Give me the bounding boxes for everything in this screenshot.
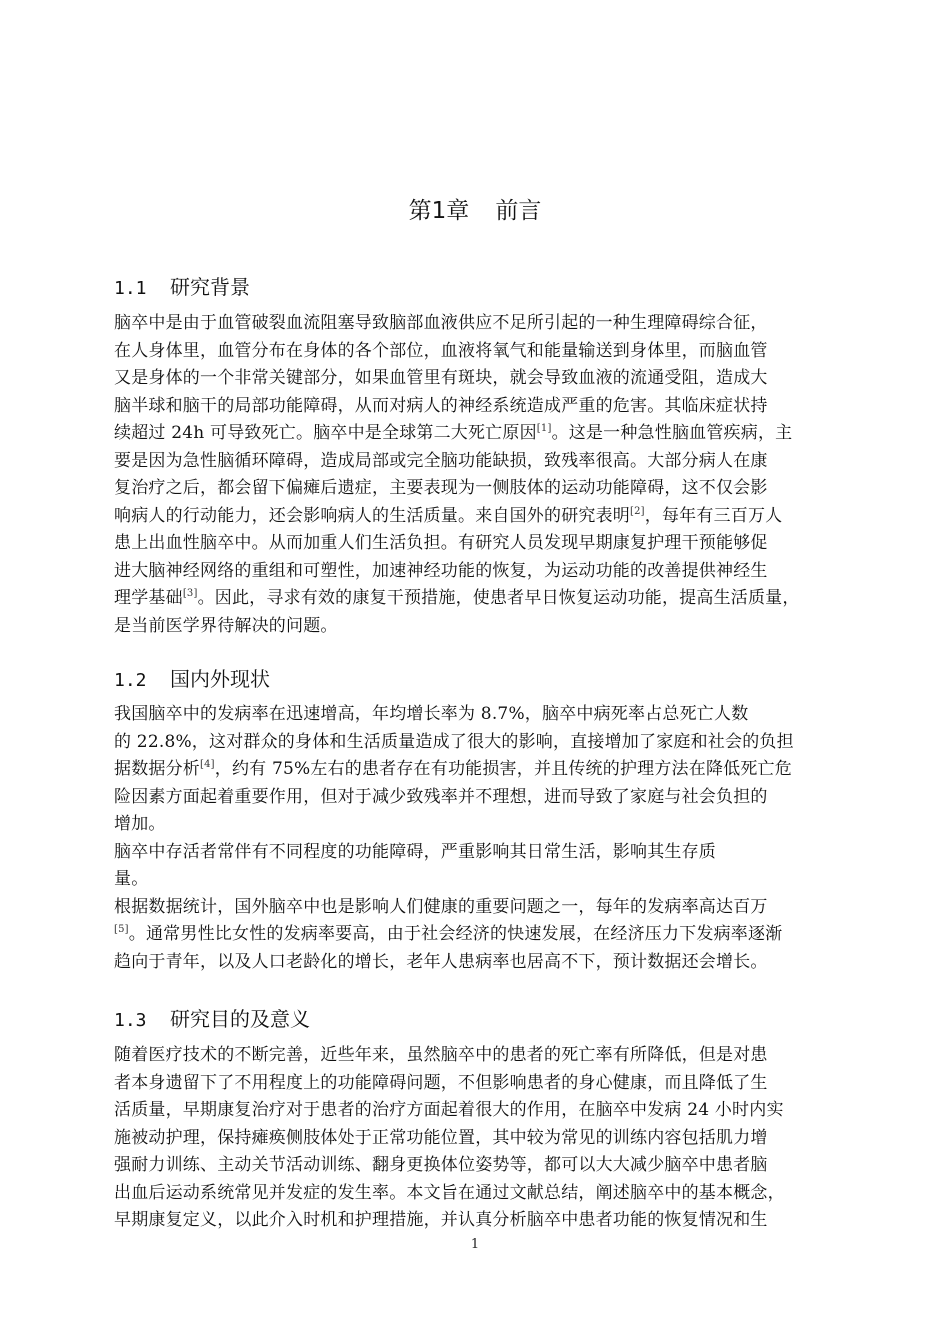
section-title: 研究目的及意义 <box>170 1007 310 1031</box>
section-number: 1.1 <box>114 278 147 299</box>
text-line <box>114 894 876 922</box>
line-text: 患上出血性脑卒中。从而加重人们生活负担。有研究人员发现早期康复护理干预能够促 <box>114 533 768 553</box>
line-text: 。这是一种急性脑血管疾病，主 <box>551 423 793 443</box>
citation-ref: [1] <box>536 423 552 434</box>
line-text: 施被动护理，保持瘫痪侧肢体处于正常功能位置，其中较为常见的训练内容包括肌力增 <box>114 1127 768 1148</box>
citation-ref: [2] <box>630 505 645 517</box>
line-text: 随着医疗技术的不断完善，近些年来，虽然脑卒中的患者的死亡率有所降低，但是对患 <box>114 1045 768 1065</box>
section-number: 1.3 <box>114 1010 147 1031</box>
line-text: 脑卒中存活者常伴有不同程度的功能障碍，严重影响其日常生活，影响其生存质 <box>114 841 716 862</box>
chapter-title <box>0 196 950 226</box>
text-line <box>114 393 876 421</box>
text-line <box>114 949 876 977</box>
line-text: 我国脑卒中的发病率在迅速增高，年均增长率为 8.7%，脑卒中病死率占总死亡人数 <box>114 704 749 724</box>
line-text: 理学基础 <box>114 588 183 608</box>
text-line <box>114 866 876 894</box>
line-text: 险因素方面起着重要作用，但对于减少致残率并不理想，进而导致了家庭与社会负担的 <box>114 786 768 807</box>
line-text: 据数据分析 <box>114 759 200 779</box>
text-line <box>114 1125 876 1153</box>
text-line <box>114 585 876 613</box>
text-line <box>114 613 876 641</box>
citation-ref: [4] <box>200 759 215 770</box>
line-text: 又是身体的一个非常关键部分，如果血管里有斑块，就会导致血液的流通受阻，造成大 <box>114 368 768 388</box>
text-line <box>114 338 876 366</box>
text-line <box>114 1042 876 1070</box>
line-text: 强耐力训练、主动关节活动训练、翻身更换体位姿势等，都可以大大减少脑卒中患者脑 <box>114 1155 768 1175</box>
line-text: 趋向于青年，以及人口老龄化的增长，老年人患病率也居高不下，预计数据还会增长。 <box>114 951 768 972</box>
text-line <box>114 530 876 558</box>
section-heading-1-3 <box>114 1005 310 1035</box>
section-title: 国内外现状 <box>170 667 270 691</box>
text-line <box>114 503 876 531</box>
text-line <box>114 1070 876 1098</box>
text-line <box>114 310 876 338</box>
line-text: 出血后运动系统常见并发症的发生率。本文旨在通过文献总结，阐述脑卒中的基本概念， <box>114 1182 785 1203</box>
text-line <box>114 701 876 729</box>
line-text: 者本身遗留下了不用程度上的功能障碍问题，不但影响患者的身心健康，而且降低了生 <box>114 1072 768 1093</box>
text-line <box>114 365 876 393</box>
text-line <box>114 1207 876 1235</box>
section-body-1-1 <box>114 310 876 640</box>
line-text: ，约有 75%左右的患者存在有功能损害，并且传统的护理方法在降低死亡危 <box>214 759 792 779</box>
citation-ref: [5] <box>114 924 129 935</box>
text-line <box>114 811 876 839</box>
chapter-number: 第1章 <box>408 198 470 224</box>
section-body-1-3 <box>114 1042 876 1235</box>
text-line <box>114 921 876 949</box>
line-text: 脑卒中是由于血管破裂血流阻塞导致脑部血液供应不足所引起的一种生理障碍综合征， <box>114 313 768 333</box>
line-text: 续超过 24h 可导致死亡。脑卒中是全球第二大死亡原因 <box>114 423 537 443</box>
section-body-1-2 <box>114 701 876 976</box>
section-title: 研究背景 <box>170 275 250 299</box>
line-text: 在人身体里，血管分布在身体的各个部位，血液将氧气和能量输送到身体里，而脑血管 <box>114 340 768 361</box>
line-text: 要是因为急性脑循环障碍，造成局部或完全脑功能缺损，致残率很高。大部分病人在康 <box>114 450 768 471</box>
section-heading-1-1 <box>114 273 250 303</box>
line-text: 早期康复定义，以此介入时机和护理措施，并认真分析脑卒中患者功能的恢复情况和生 <box>114 1210 768 1230</box>
line-text: 。因此，寻求有效的康复干预措施，使患者早日恢复运动功能，提高生活质量， <box>197 588 800 608</box>
line-text: 脑半球和脑干的局部功能障碍，从而对病人的神经系统造成严重的危害。其临床症状持 <box>114 395 768 416</box>
text-line <box>114 1180 876 1208</box>
line-text: 根据数据统计，国外脑卒中也是影响人们健康的重要问题之一，每年的发病率高达百万 <box>114 896 768 917</box>
line-text: 响病人的行动能力，还会影响病人的生活质量。来自国外的研究表明 <box>114 505 630 526</box>
text-line <box>114 558 876 586</box>
line-text: 进大脑神经网络的重组和可塑性，加速神经功能的恢复，为运动功能的改善提供神经生 <box>114 560 768 581</box>
text-line <box>114 1152 876 1180</box>
section-number: 1.2 <box>114 670 147 691</box>
page-number: 1 <box>470 1237 480 1252</box>
line-text: ，每年有三百万人 <box>644 505 783 526</box>
line-text: 的 22.8%，这对群众的身体和生活质量造成了很大的影响，直接增加了家庭和社会的负担 <box>114 731 794 752</box>
text-line <box>114 475 876 503</box>
line-text: 复治疗之后，都会留下偏瘫后遗症，主要表现为一侧肢体的运动功能障碍，这不仅会影 <box>114 478 768 498</box>
line-text: 。通常男性比女性的发病率要高，由于社会经济的快速发展，在经济压力下发病率逐渐 <box>128 924 783 944</box>
text-line <box>114 448 876 476</box>
line-text: 量。 <box>114 869 149 889</box>
section-heading-1-2 <box>114 665 270 695</box>
text-line <box>114 729 876 757</box>
text-line <box>114 756 876 784</box>
line-text: 增加。 <box>114 814 166 834</box>
text-line <box>114 839 876 867</box>
text-line <box>114 784 876 812</box>
line-text: 是当前医学界待解决的问题。 <box>114 615 338 636</box>
text-line <box>114 420 876 448</box>
text-line <box>114 1097 876 1125</box>
chapter-name: 前言 <box>495 198 542 224</box>
citation-ref: [3] <box>182 588 198 599</box>
line-text: 活质量，早期康复治疗对于患者的治疗方面起着很大的作用，在脑卒中发病 24 小时内实 <box>114 1100 784 1120</box>
